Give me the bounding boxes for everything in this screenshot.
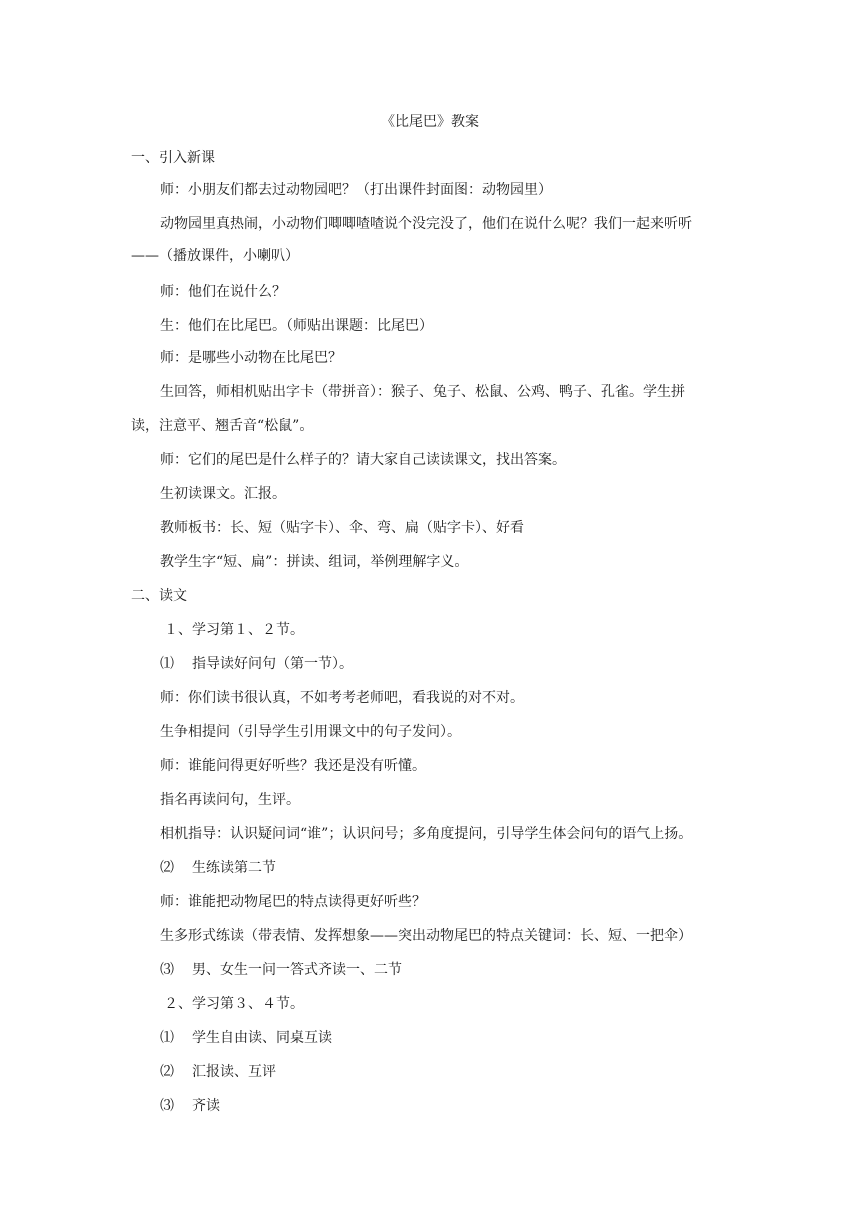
- item-text: 汇报读、互评: [192, 1064, 276, 1080]
- paragraph: 生：他们在比尾巴。（师贴出课题：比尾巴）: [160, 318, 433, 334]
- item-number: ⑴: [160, 1030, 174, 1046]
- paragraph: 师：小朋友们都去过动物园吧？（打出课件封面图：动物园里）: [160, 182, 552, 198]
- numbered-item: [160, 1096, 220, 1116]
- paragraph: 教学生字“短、扁”：拼读、组词，举例理解字义。: [160, 554, 469, 570]
- paragraph: 师：它们的尾巴是什么样子的？请大家自己读读课文，找出答案。: [160, 452, 566, 468]
- numbered-item: [160, 960, 402, 980]
- paragraph: 师：你们读书很认真，不如考考老师吧，看我说的对不对。: [160, 690, 524, 706]
- item-number: ⑵: [160, 860, 174, 876]
- paragraph: 师：是哪些小动物在比尾巴？: [160, 350, 342, 366]
- paragraph-continuation: 读，注意平、翘舌音“松鼠”。: [131, 418, 314, 434]
- step-heading: ２、学习第３、４节。: [164, 996, 304, 1012]
- numbered-item: [160, 654, 353, 674]
- numbered-item: [160, 1062, 276, 1082]
- item-text: 男、女生一问一答式齐读一、二节: [192, 962, 402, 978]
- paragraph: 师：谁能问得更好听些？我还是没有听懂。: [160, 758, 426, 774]
- paragraph: 生多形式练读（带表情、发挥想象——突出动物尾巴的特点关键词：长、短、一把伞）: [160, 928, 692, 944]
- paragraph: 生回答，师相机贴出字卡（带拼音）：猴子、兔子、松鼠、公鸡、鸭子、孔雀。学生拼: [160, 384, 685, 400]
- item-text: 学生自由读、同桌互读: [192, 1030, 332, 1046]
- paragraph-continuation: ——（播放课件，小喇叭）: [131, 248, 299, 264]
- document-title: 《比尾巴》教案: [381, 114, 479, 130]
- numbered-item: [160, 1028, 332, 1048]
- section-heading-intro: 一、引入新课: [131, 150, 215, 166]
- item-text: 齐读: [192, 1098, 220, 1114]
- numbered-item: [160, 858, 276, 878]
- paragraph: 动物园里真热闹，小动物们唧唧喳喳说个没完没了，他们在说什么呢？我们一起来听听: [160, 216, 692, 232]
- item-number: ⑵: [160, 1064, 174, 1080]
- item-number: ⑶: [160, 1098, 174, 1114]
- section-heading-reading: 二、读文: [131, 588, 187, 604]
- paragraph: 师：他们在说什么？: [160, 284, 286, 300]
- item-number: ⑴: [160, 656, 174, 672]
- paragraph: 相机指导：认识疑问词“谁”；认识问号；多角度提问，引导学生体会问句的语气上扬。: [160, 826, 693, 842]
- item-number: ⑶: [160, 962, 174, 978]
- paragraph: 生初读课文。汇报。: [160, 486, 286, 502]
- paragraph: 教师板书：长、短（贴字卡）、伞、弯、扁（贴字卡）、好看: [160, 520, 524, 536]
- paragraph: 师：谁能把动物尾巴的特点读得更好听些？: [160, 894, 426, 910]
- item-text: 指导读好问句（第一节）。: [192, 656, 353, 672]
- item-text: 生练读第二节: [192, 860, 276, 876]
- paragraph: 指名再读问句，生评。: [160, 792, 300, 808]
- step-heading: １、学习第１、２节。: [164, 622, 304, 638]
- paragraph: 生争相提问（引导学生引用课文中的句子发问）。: [160, 724, 461, 740]
